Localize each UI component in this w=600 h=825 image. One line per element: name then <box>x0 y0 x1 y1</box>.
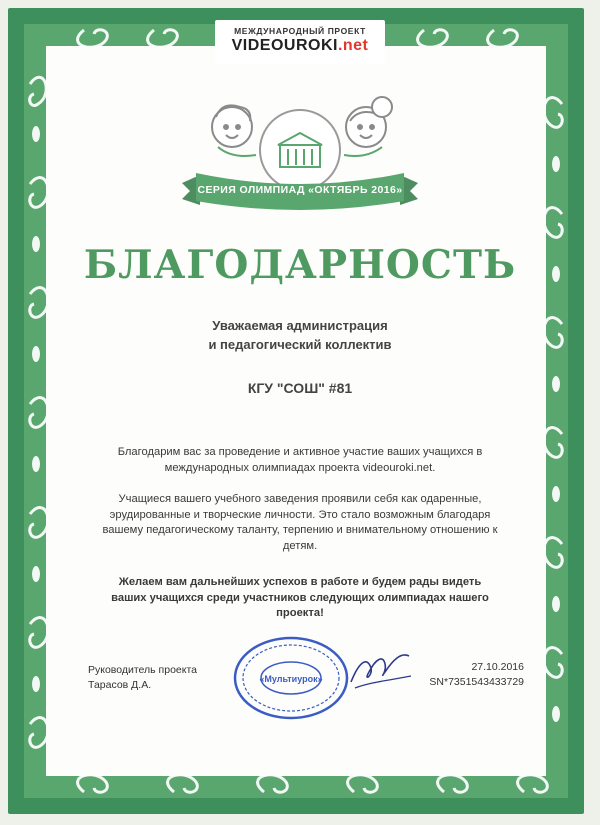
stamp-center-text: «Мультиурок» <box>259 674 323 684</box>
logo-name <box>215 37 385 55</box>
girl-figure-icon <box>344 97 392 156</box>
logo-subtitle: МЕЖДУНАРОДНЫЙ ПРОЕКТ <box>234 26 366 36</box>
official-stamp <box>232 636 350 720</box>
serial-number: SN*7351543433729 <box>429 676 524 688</box>
addressee-line-2: и педагогический коллектив <box>208 337 392 352</box>
addressee <box>100 316 500 354</box>
paragraph-thanks: Благодарим вас за проведение и активное участие ваших учащихся в международных олимпиадах проекта videouroki.net. <box>117 446 483 474</box>
ribbon-text: СЕРИЯ ОЛИМПИАД «ОКТЯБРЬ 2016» <box>197 184 403 196</box>
certificate-title: БЛАГОДАРНОСТЬ <box>83 242 517 288</box>
olympiad-emblem <box>160 95 440 215</box>
videouroki-logo <box>215 20 385 64</box>
signatory-name: Тарасов Д.А. <box>88 679 152 691</box>
organization-name: КГУ "СОШ" #81 <box>247 380 353 396</box>
boy-figure-icon <box>212 105 256 156</box>
issue-date: 27.10.2016 <box>471 661 524 673</box>
paragraph-wishes: Желаем вам дальнейших успехов в работе и будем рады видеть ваших учащихся среди участников следующих олимпиадах нашего проекта! <box>111 576 489 619</box>
emblem-circle <box>260 110 340 190</box>
addressee-line-1: Уважаемая администрация <box>212 318 388 333</box>
date-and-serial <box>404 660 524 690</box>
signatory-role: Руководитель проекта <box>88 664 198 676</box>
signatory <box>88 663 197 693</box>
logo-name-main: VIDEOUROKI <box>231 37 338 54</box>
paragraph-students: Учащиеся вашего учебного заведения проявили себя как одаренные, эрудированные и творческие личности. Это стало возможным благодаря вашему педагогическому таланту, терпению и внимательному отношению к детям. <box>102 493 498 552</box>
logo-name-domain: .net <box>337 37 369 54</box>
